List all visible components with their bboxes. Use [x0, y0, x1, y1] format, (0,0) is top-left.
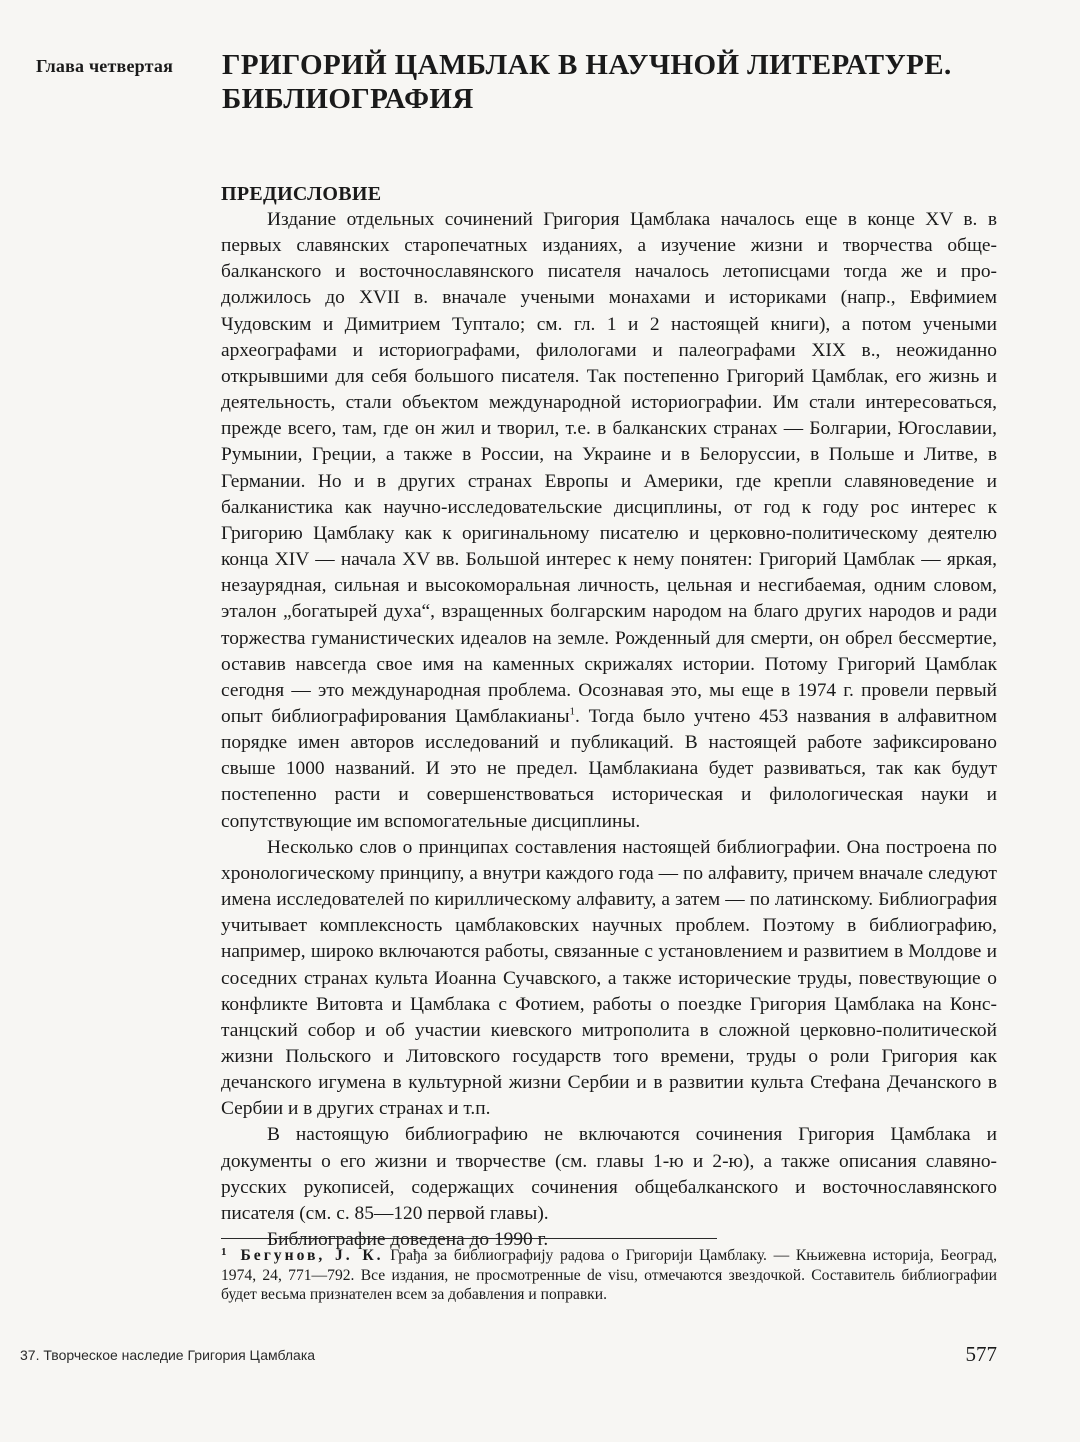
chapter-title-line-2: БИБЛИОГРАФИЯ	[222, 83, 474, 115]
footnote-divider	[221, 1238, 717, 1239]
section-heading: ПРЕДИСЛОВИЕ	[221, 183, 382, 205]
chapter-title	[222, 48, 1022, 116]
paragraph-2: Несколько слов о принципах составления настоящей библиографии. Она построена по хронологическому принципу, а внутри каждого года — по алфавиту, причем вначале следуют имена исследователей по кириллическому алфавиту, а затем — по латинскому. Библиография учитывает комплексность цамблаковских научных проблем. Поэтому в библиографию, например, широко включаются работы, связанные с установлением и развитием в Молдове и соседних странах культа Иоанна Сучавского, а также исторические труды, повествующие о конфликте Витовта и Цамблака с Фотием, работы о поездке Григория Цамблака на Констанцский собор и об участии киевского митрополита в сложной церковно-политической жизни Польского и Литовского государств того времени, труды о роли Григория как дечанского игумена в культурной жизни Сербии и в развитии культа Стефана Дечанского в Сербии и в других странах и т.п.	[221, 836, 997, 1120]
footnote-number: 1	[221, 1246, 227, 1258]
footnote	[221, 1243, 997, 1305]
paragraph-4: Библиографие доведена до 1990 г.	[267, 1229, 549, 1251]
preface-section	[221, 181, 997, 1253]
footnote-reference: 1	[569, 705, 576, 718]
paragraph-1-text-b: . Тогда было учтено 453 названия в алфавитном порядке имен авторов исследований и публикаций. В настоящей работе зафиксировано свыше 1000 названий. И это не предел. Цамблакиана будет развиваться, так как будут постепенно расти и совершенствоваться историческая и филологическая науки и сопутствующие им вспомогательные дисциплины.	[221, 705, 997, 832]
paragraph-3: В настоящую библиографию не включаются сочинения Григория Цамблака и документы о его жизни и творчестве (см. главы 1-ю и 2-ю), а также описания славяно-русских рукописей, содержащих сочинения общебалканского и восточнославянского писателя (см. с. 85—120 первой главы).	[221, 1124, 997, 1224]
chapter-title-line-1: ГРИГОРИЙ ЦАМБЛАК В НАУЧНОЙ ЛИТЕРАТУРЕ.	[222, 49, 952, 81]
signature-note: 37. Творческое наследие Григория Цамблака	[20, 1347, 316, 1363]
paragraph-1	[221, 207, 997, 835]
page-number: 577	[965, 1342, 997, 1366]
footnote-text: Грађа за библиографију радова о Григорији Цамблаку. — Књижевна историја, Београд, 1974, 24, 771—792. Все издания, не просмотренные de visu, отмечаются звездочкой. Составитель библиографии будет весьма признателен всем за добавления и поправки.	[221, 1247, 997, 1303]
chapter-label: Глава четвертая	[36, 56, 174, 76]
paragraph-1-text-a: Издание отдельных сочинений Григория Цамблака началось еще в конце XV в. в первых славянских старопечатных изданиях, а изучение жизни и творчества общебалканского и восточнославянского писателя началось летописцами тогда же и продолжилось до XVII в. вначале учеными монахами и историками (напр., Евфимием Чудовским и Димитрием Туптало; см. гл. 1 и 2 настоящей книги), а потом учеными археографами и историографами, филологами и палеографами XIX в., неожиданно открывшими для себя большого писателя. Так постепенно Григорий Цамблак, его жизнь и деятельность, стали объектом международной историографии. Им стали интересоваться, прежде всего, там, где он жил и творил, т.е. в балканских странах — Болгарии, Югославии, Румынии, Греции, а также в России, на Украине и в Белоруссии, в Польше и Литве, в Германии. Но и в других странах Европы и Америки, где крепли славяноведение и балканистика как научно-исследовательские дисциплины, от год к году рос интерес к Григорию Цамблаку как к оригинальному писателю и церковно-политическому деятелю конца XIV — начала XV вв. Большой интерес к нему понятен: Григорий Цамблак — яркая, незаурядная, сильная и высокоморальная личность, цельная и несгибаемая, одним словом, эталон „богатырей духа“, взращенных болгарским народом на благо других народов и ради торжества гуманистических идеалов на земле. Рожденный для смерти, он обрел бессмертие, оставив навсегда свое имя на каменных скрижалях истории. Потому Григорий Цамблак сегодня — это международная проблема. Осознавая это, мы еще в 1974 г. провели первый опыт библиографирования Цамблакианы	[221, 209, 997, 727]
footnote-author: Бегунов, J. К.	[240, 1247, 384, 1264]
